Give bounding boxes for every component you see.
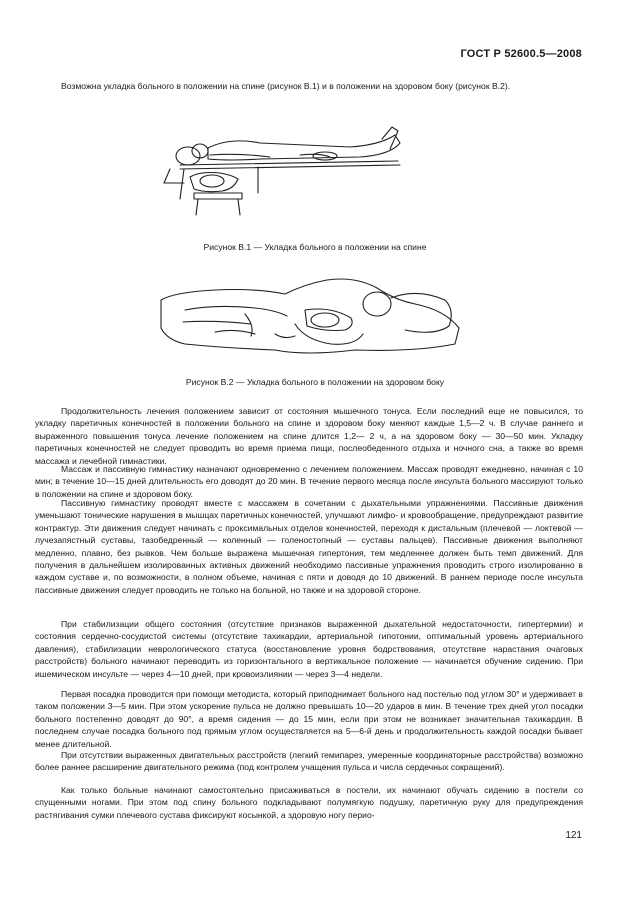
- figure-b2-illustration: [155, 270, 465, 365]
- page-number: 121: [565, 830, 582, 841]
- paragraph-massage: Массаж и пассивную гимнастику назначают одновременно с лечением положением. Массаж проводят ежедневно, начиная с 10 мин; в течение 10—15 дней длительность его доводят до 20 мин. В течение первого месяца после инсульта больного массируют только в положении на спине и здоровом боку.: [35, 464, 583, 499]
- paragraph-first-sitting: Первая посадка проводится при помощи методиста, который приподнимает больного над постелью под углом 30° и удерживает в таком положении 3—5 мин. При этом ускорение пульса не должно превышать 10—20 ударов в мин. В течение трех дней угол посадки больного постепенно доводят до 90°, а время сидения — до 15 мин, если при этом не возникает значительная тахикардия. В последнем случае посадка больного под прямым углом осуществляется на 5—6-й день и продолжительность каждой посадки бывает менее длительной.: [35, 689, 583, 749]
- figure-b1-illustration: [150, 123, 420, 223]
- standard-header: ГОСТ Р 52600.5—2008: [460, 48, 582, 60]
- paragraph-treatment-duration: Продолжительность лечения положением зависит от состояния мышечного тонуса. Если последний еще не повысился, то укладку паретичных конечностей в положении больного на спине и здоровом боку меняют каждые 1,5—2 ч. В случае раннего и выраженного повышения тонуса лечение положением на спине длится 1,2— 2 ч, а на здоровом боку — 30—50 мин. Укладку паретичных конечностей не следует проводить во время приема пищи, послеобеденного отдыха и ночного сна, а также во время массажа и лечебной гимнастики.: [35, 406, 583, 466]
- paragraph-sitting-training: Как только больные начинают самостоятельно присаживаться в постели, их начинают обучать сидению в постели со спущенными ногами. При этом под спину больного подкладывают полумягкую подушку, паретичную руку для предупреждения растягивания сумки плечевого сустава фиксируют косынкой, а здоровую ногу перио-: [35, 785, 583, 820]
- paragraph-passive-gymnastics: Пассивную гимнастику проводят вместе с массажем в сочетании с дыхательными упражнениями. Пассивные движения уменьшают тонические нарушения в мышцах паретичных конечностей, улучшают лимфо- и кровообращение, предупреждают развитие контрактур. Эти движения следует начинать с проксимальных отделов конечностей, переходя к дистальным (плечевой — локтевой — лучезапястный суставы, тазобедренный — коленный — голеностопный — суставы пальцев). Пассивные движения выполняют медленно, плавно, без рывков. Чем больше выражена мышечная гипертония, тем медленнее должен быть темп движений. Для получения в дальнейшем изолированных активных движений необходимо пассивные упражнения проводить строго изолированно в каждом суставе и, по возможности, в полном объеме, начиная с пяти и доводя до 10 движений. В раннем периоде после инсульта пассивные движения следует проводить не только на больной, но также и на здоровой стороне.: [35, 498, 583, 595]
- paragraph-motor-regime: При отсутствии выраженных двигательных расстройств (легкий гемипарез, умеренные координаторные расстройства) возможно более раннее расширение двигательного режима (под контролем учащения пульса и числа сердечных сокращений).: [35, 750, 583, 773]
- figure-b1-caption: Рисунок В.1 — Укладка больного в положении на спине: [203, 242, 427, 252]
- figure-b2-caption: Рисунок В.2 — Укладка больного в положении на здоровом боку: [185, 377, 445, 387]
- paragraph-stabilization: При стабилизации общего состояния (отсутствие признаков выраженной дыхательной недостаточности, гипертермии) и состояния сердечно-сосудистой системы (отсутствие тахикардии, артериальной гипотонии, оптимальный уровень артериального давления), стабилизации неврологического статуса (восстановление уровня бодрствования, отсутствие нарастания очаговых расстройств) больного начинают переводить из горизонтального в вертикальное положение — начинается обучение сидению. При ишемическом инсульте — через 4—10 дней, при кровоизлиянии — через 3—4 недели.: [35, 619, 583, 679]
- intro-paragraph: Возможна укладка больного в положении на спине (рисунок В.1) и в положении на здоровом боку (рисунок В.2).: [61, 81, 511, 91]
